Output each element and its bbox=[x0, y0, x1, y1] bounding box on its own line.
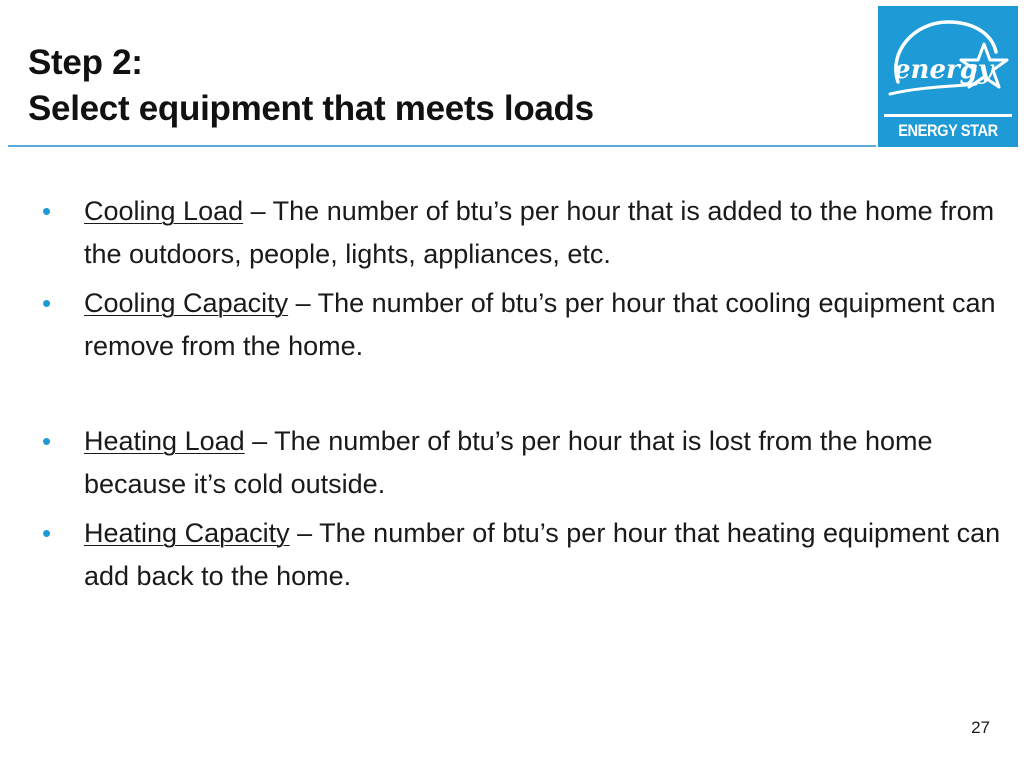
bullet-heating-capacity bbox=[42, 512, 1012, 598]
energy-script-word: energy bbox=[894, 55, 993, 85]
logo-divider bbox=[884, 114, 1012, 117]
bullet-dot-icon: • bbox=[42, 518, 52, 548]
energy-star-logo-icon bbox=[884, 12, 1012, 112]
definition-cooling-capacity: – The number of btu’s per hour that cooling equipment can remove from the home. bbox=[84, 288, 996, 361]
page-number: 27 bbox=[971, 718, 990, 737]
bullet-list bbox=[42, 190, 1012, 604]
term-heating-load: Heating Load bbox=[84, 426, 245, 456]
term-cooling-capacity: Cooling Capacity bbox=[84, 288, 289, 318]
bullet-cooling-load bbox=[42, 190, 1012, 276]
bullet-cooling-capacity bbox=[42, 282, 1012, 368]
title-line-step: Step 2: bbox=[28, 43, 143, 82]
bullet-dot-icon: • bbox=[42, 288, 52, 318]
definition-cooling-load: – The number of btu’s per hour that is added to the home from the outdoors, people, lights, appliances, etc. bbox=[84, 196, 995, 269]
definition-heating-load: – The number of btu’s per hour that is lost from the home because it’s cold outside. bbox=[84, 426, 933, 499]
bullet-heating-load bbox=[42, 420, 1012, 506]
energy-star-logo bbox=[878, 6, 1018, 147]
definition-heating-capacity: – The number of btu’s per hour that heating equipment can add back to the home. bbox=[84, 518, 1001, 591]
term-cooling-load: Cooling Load bbox=[84, 196, 244, 226]
energy-star-label: ENERGY STAR bbox=[898, 121, 998, 140]
title-underline-rule bbox=[8, 145, 876, 147]
title-line-heading: Select equipment that meets loads bbox=[28, 89, 594, 128]
slide-title bbox=[28, 40, 848, 132]
bullet-dot-icon: • bbox=[42, 196, 52, 226]
bullet-dot-icon: • bbox=[42, 426, 52, 456]
term-heating-capacity: Heating Capacity bbox=[84, 518, 290, 548]
